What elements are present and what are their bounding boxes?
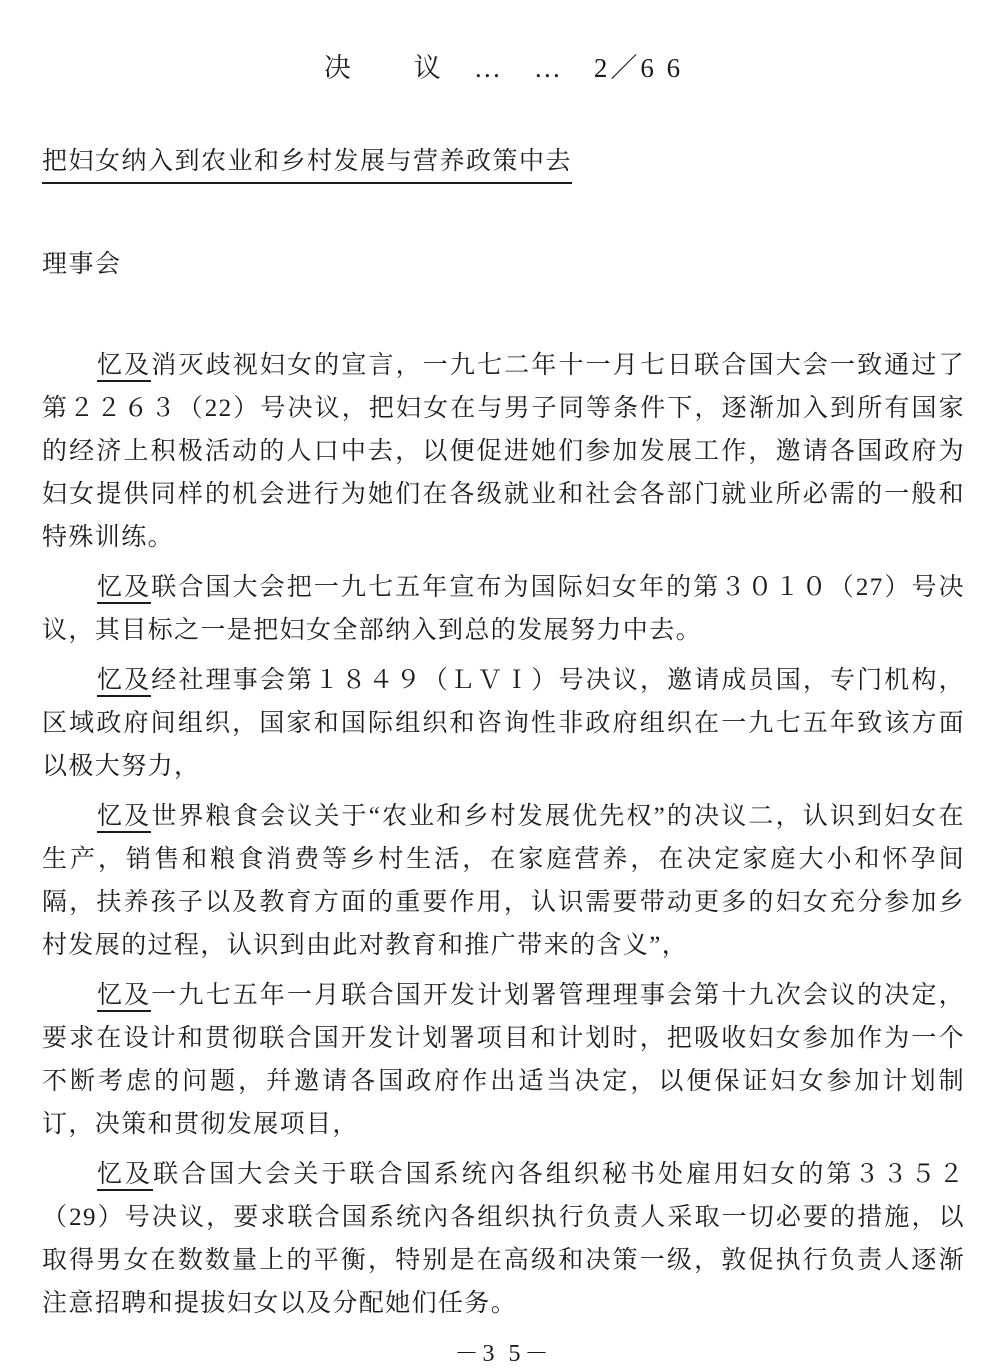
council-heading: 理事会 bbox=[42, 251, 122, 278]
paragraph bbox=[42, 974, 965, 1146]
paragraph-text: 消灭歧视妇女的宣言，一九七二年十一月七日联合国大会一致通过了第２２６３（22）号决议，把妇女在与男子同等条件下，逐渐加入到所有国家的经济上积极活动的人口中去，以便促进她们参加发展工作，邀请各国政府为妇女提供同样的机会进行为她们在各级就业和社会各部门就业所必需的一般和特殊训练。 bbox=[42, 352, 965, 551]
paragraph-text: 世界粮食会议关于“农业和乡村发展优先权”的决议二，认识到妇女在生产，销售和粮食消费等乡村生活，在家庭营养，在决定家庭大小和怀孕间隔，扶养孩子以及教育方面的重要作用，认识需要带动更多的妇女充分参加乡村发展的过程，认识到由此对教育和推广带来的含义”， bbox=[42, 803, 965, 959]
paragraph-lead: 忆及 bbox=[97, 667, 151, 697]
page-number: －3 5－ bbox=[454, 1341, 553, 1367]
paragraph bbox=[42, 659, 965, 788]
paragraph bbox=[42, 566, 965, 652]
paragraph bbox=[42, 795, 965, 967]
paragraph-text: 经社理事会第１８４９（ＬＶＩ）号决议，邀请成员国，专门机构，区域政府间组织，国家和国际组织和咨询性非政府组织在一九七五年致该方面以极大努力， bbox=[42, 667, 965, 780]
paragraph-lead: 忆及 bbox=[97, 574, 151, 604]
document-title bbox=[42, 141, 965, 184]
paragraph bbox=[42, 1153, 965, 1325]
document-title-text: 把妇女纳入到农业和乡村发展与营养政策中去 bbox=[42, 141, 572, 184]
paragraph-text: 联合国大会把一九七五年宣布为国际妇女年的第３０１０（27）号决议，其目标之一是把妇女全部纳入到总的发展努力中去。 bbox=[42, 574, 965, 644]
paragraph-lead: 忆及 bbox=[97, 803, 151, 833]
document-header: 决 议 … … 2／6 6 bbox=[323, 53, 684, 83]
document-body bbox=[42, 344, 965, 1325]
paragraph-lead: 忆及 bbox=[97, 1161, 153, 1191]
paragraph bbox=[42, 344, 965, 559]
paragraph-text: 一九七五年一月联合国开发计划署管理理事会第十九次会议的决定，要求在设计和贯彻联合国开发计划署项目和计划时，把吸收妇女参加作为一个不断考虑的问题，幷邀请各国政府作出适当决定，以便保证妇女参加计划制订，决策和贯彻发展项目， bbox=[42, 982, 965, 1138]
paragraph-lead: 忆及 bbox=[97, 982, 151, 1012]
paragraph-text: 联合国大会关于联合国系统內各组织秘书处雇用妇女的第３３５２（29）号决议，要求联合国系统內各组织执行负责人采取一切必要的措施，以取得男女在数数量上的平衡，特别是在高级和决策一级，敦促执行负责人逐渐注意招聘和提拔妇女以及分配她们任务。 bbox=[42, 1161, 965, 1317]
paragraph-lead: 忆及 bbox=[97, 352, 151, 382]
